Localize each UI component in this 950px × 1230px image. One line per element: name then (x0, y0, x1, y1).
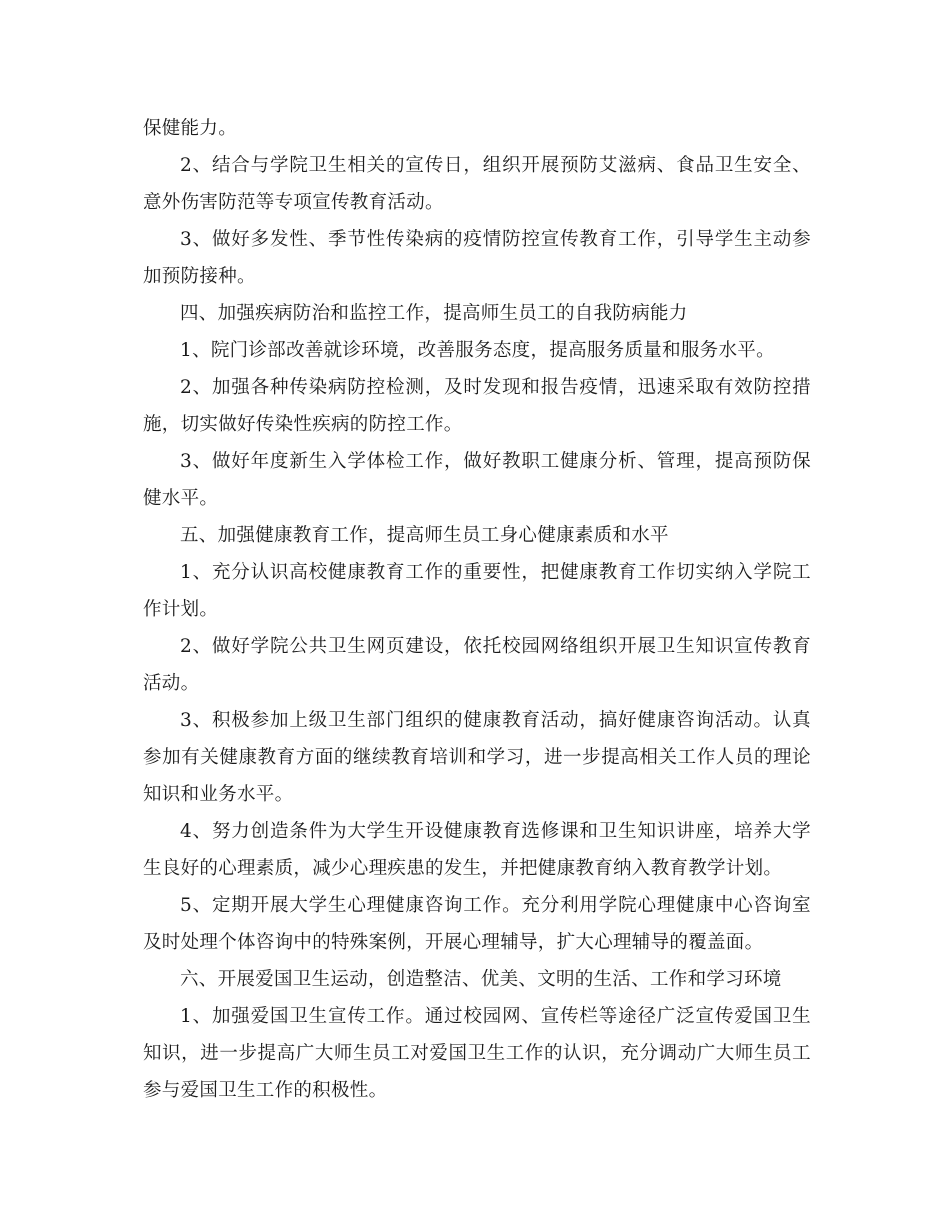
paragraph-15: 1、加强爱国卫生宣传工作。通过校园网、宣传栏等途径广泛宣传爱国卫生知识，进一步提高广大师生员工对爱国卫生工作的认识，充分调动广大师生员工参与爱国卫生工作的积极性。 (143, 1006, 811, 1101)
paragraph-2: 2、结合与学院卫生相关的宣传日，组织开展预防艾滋病、食品卫生安全、意外伤害防范等专项宣传教育活动。 (143, 155, 811, 213)
paragraph-13: 5、定期开展大学生心理健康咨询工作。充分利用学院心理健康中心咨询室及时处理个体咨询中的特殊案例，开展心理辅导，扩大心理辅导的覆盖面。 (143, 895, 811, 953)
paragraph-5: 1、院门诊部改善就诊环境，改善服务态度，提高服务质量和服务水平。 (180, 340, 775, 361)
paragraph-12: 4、努力创造条件为大学生开设健康教育选修课和卫生知识讲座，培养大学生良好的心理素质，减少心理疾患的发生，并把健康教育纳入教育教学计划。 (143, 821, 811, 879)
paragraph-3: 3、做好多发性、季节性传染病的疫情防控宣传教育工作，引导学生主动参加预防接种。 (143, 229, 811, 287)
paragraph-1: 保健能力。 (143, 118, 238, 139)
paragraph-7: 3、做好年度新生入学体检工作，做好教职工健康分析、管理，提高预防保健水平。 (143, 451, 811, 509)
section-heading-6: 六、开展爱国卫生运动，创造整洁、优美、文明的生活、工作和学习环境 (180, 969, 782, 990)
section-heading-4: 四、加强疾病防治和监控工作，提高师生员工的自我防病能力 (180, 303, 688, 324)
document-body (143, 110, 811, 1109)
paragraph-10: 2、做好学院公共卫生网页建设，依托校园网络组织开展卫生知识宣传教育活动。 (143, 636, 811, 694)
paragraph-11: 3、积极参加上级卫生部门组织的健康教育活动，搞好健康咨询活动。认真参加有关健康教育方面的继续教育培训和学习，进一步提高相关工作人员的理论知识和业务水平。 (143, 710, 811, 805)
paragraph-6: 2、加强各种传染病防控检测，及时发现和报告疫情，迅速采取有效防控措施，切实做好传染性疾病的防控工作。 (143, 377, 811, 435)
section-heading-5: 五、加强健康教育工作，提高师生员工身心健康素质和水平 (180, 525, 669, 546)
paragraph-9: 1、充分认识高校健康教育工作的重要性，把健康教育工作切实纳入学院工作计划。 (143, 562, 811, 620)
